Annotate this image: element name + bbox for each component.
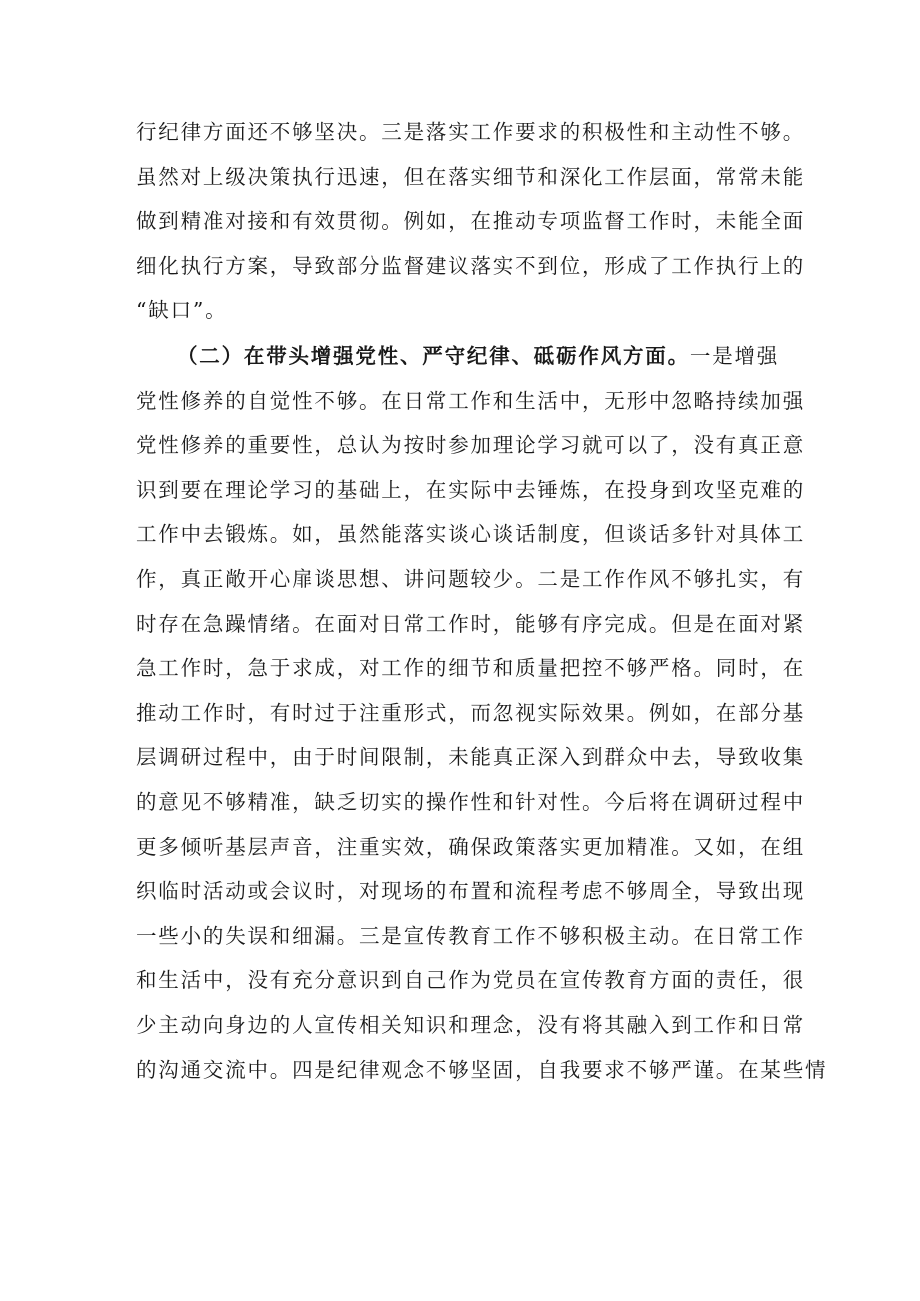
text-line: 做到精准对接和有效贯彻。例如，在推动专项监督工作时，未能全面 [136, 209, 805, 234]
text-line: 细化执行方案，导致部分监督建议落实不到位，形成了工作执行上的 [136, 253, 805, 278]
text-line: 工作中去锻炼。如，虽然能落实谈心谈话制度，但谈话多针对具体工 [136, 522, 805, 547]
text-line: 的沟通交流中。四是纪律观念不够坚固，自我要求不够严谨。在某些情 [136, 1057, 828, 1082]
text-line: 更多倾听基层声音，注重实效，确保政策落实更加精准。又如，在组 [136, 834, 805, 859]
text-line: 党性修养的重要性，总认为按时参加理论学习就可以了，没有真正意 [136, 433, 805, 458]
text-line: 层调研过程中，由于时间限制，未能真正深入到群众中去，导致收集 [136, 745, 805, 770]
section-heading: （二）在带头增强党性、严守纪律、砥砺作风方面。 [177, 344, 690, 368]
text-line: 和生活中，没有充分意识到自己作为党员在宣传教育方面的责任，很 [136, 968, 805, 993]
paragraph-section-two [136, 334, 828, 1092]
text-line: 行纪律方面还不够坚决。三是落实工作要求的积极性和主动性不够。 [136, 120, 805, 144]
text-line: 一些小的失误和细漏。三是宣传教育工作不够积极主动。在日常工作 [136, 923, 805, 948]
text-line: 急工作时，急于求成，对工作的细节和质量把控不够严格。同时，在 [136, 656, 805, 681]
text-line: “缺口”。 [136, 298, 228, 323]
text-line: 作，真正敞开心扉谈思想、讲问题较少。二是工作作风不够扎实，有 [136, 566, 805, 591]
text-line: 党性修养的自觉性不够。在日常工作和生活中，无形中忽略持续加强 [136, 388, 805, 413]
text-line: 时存在急躁情绪。在面对日常工作时，能够有序完成。但是在面对紧 [136, 611, 805, 636]
paragraph-continuation [136, 110, 805, 333]
text-line: 推动工作时，有时过于注重形式，而忽视实际效果。例如，在部分基 [136, 700, 805, 725]
section-first-line-rest: 一是增强 [689, 344, 780, 368]
text-line: 织临时活动或会议时，对现场的布置和流程考虑不够周全，导致出现 [136, 879, 805, 904]
text-line: 虽然对上级决策执行迅速，但在落实细节和深化工作层面，常常未能 [136, 164, 805, 189]
section-first-line [136, 334, 786, 379]
text-line: 的意见不够精准，缺乏切实的操作性和针对性。今后将在调研过程中 [136, 789, 805, 814]
text-line: 识到要在理论学习的基础上，在实际中去锤炼，在投身到攻坚克难的 [136, 477, 805, 502]
text-line: 少主动向身边的人宣传相关知识和理念，没有将其融入到工作和日常 [136, 1012, 805, 1037]
